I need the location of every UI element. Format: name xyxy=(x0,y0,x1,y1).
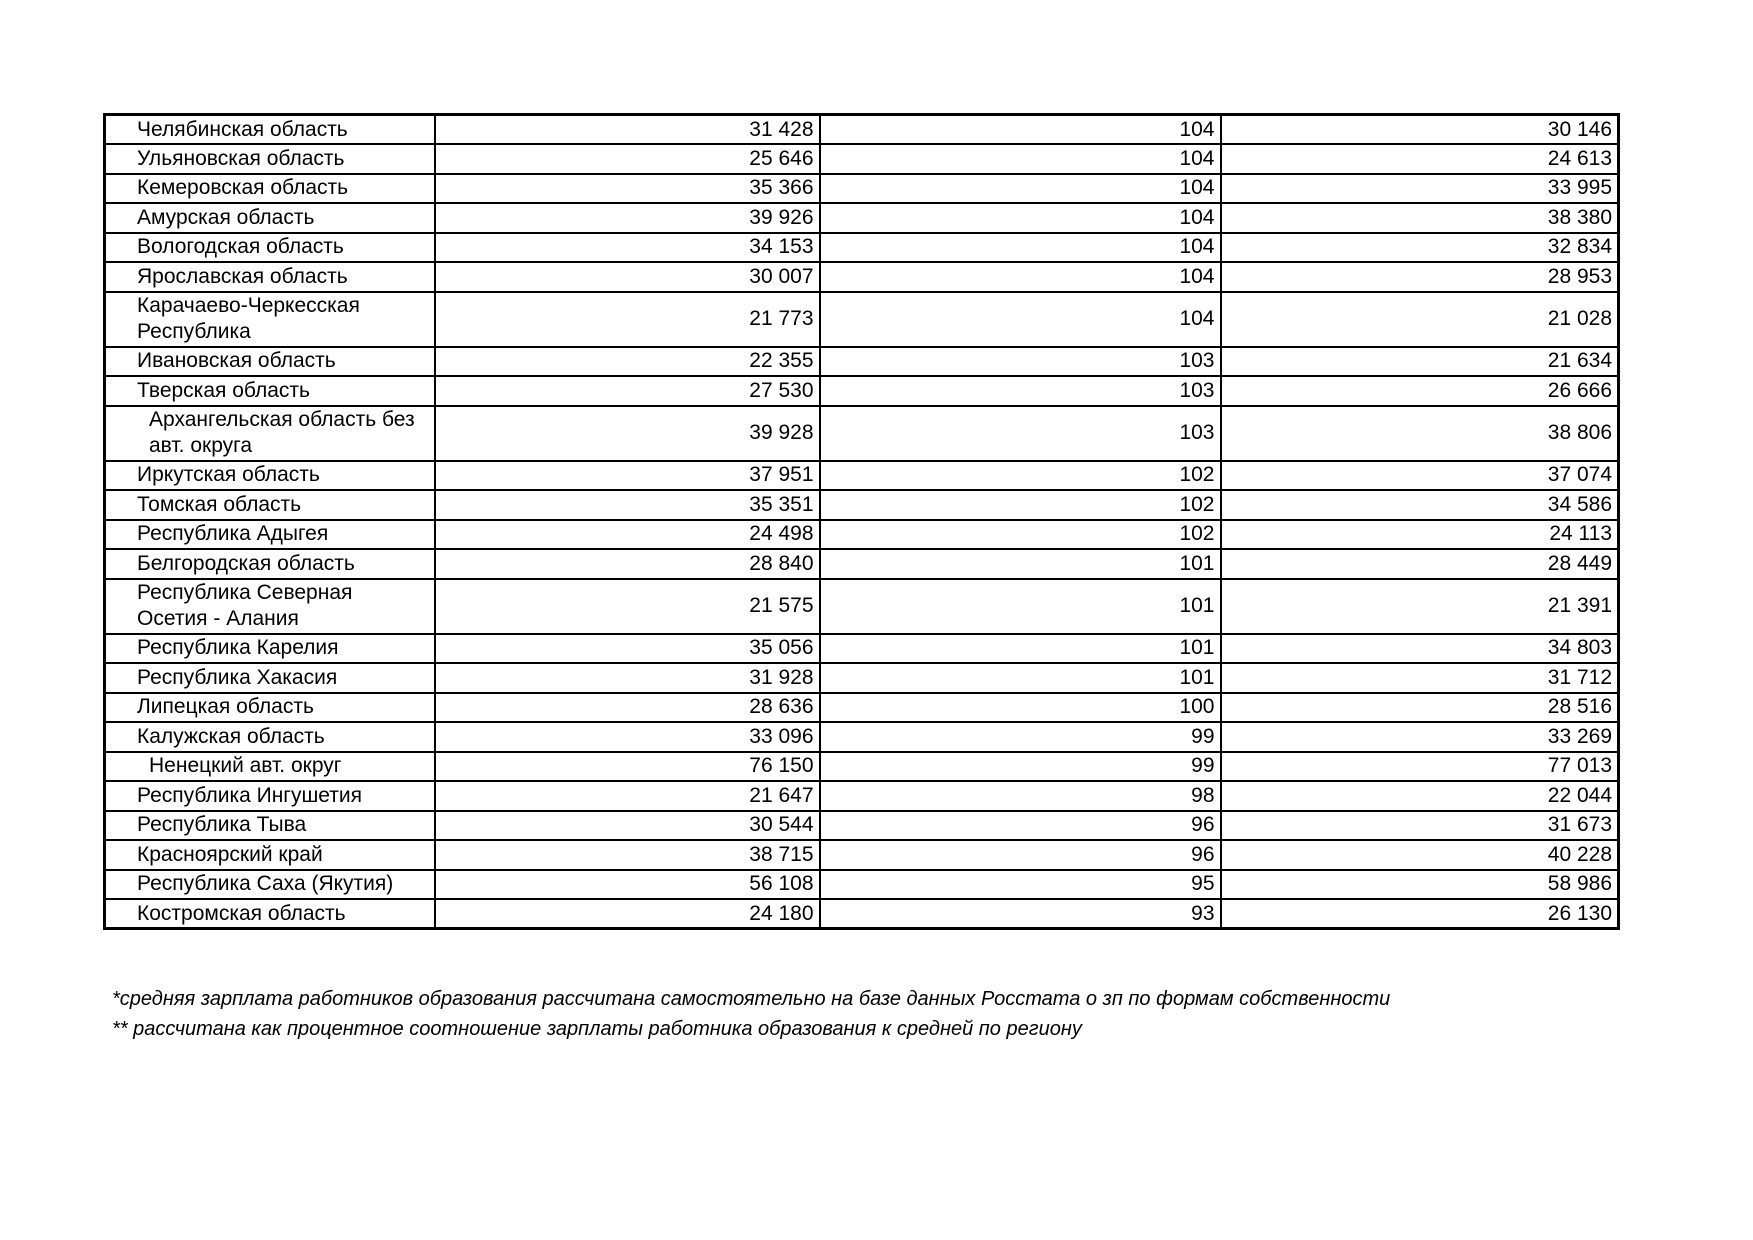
avg-salary-education-cell: 25 646 xyxy=(435,144,820,174)
avg-salary-education-cell: 33 096 xyxy=(435,722,820,752)
region-cell: Республика Карелия xyxy=(105,634,435,664)
avg-salary-education-cell: 35 056 xyxy=(435,634,820,664)
avg-salary-region-cell: 34 586 xyxy=(1221,490,1619,520)
region-cell: Архангельская область без авт. округа xyxy=(105,406,435,461)
table-row xyxy=(105,115,1619,145)
avg-salary-education-cell: 28 840 xyxy=(435,549,820,579)
region-cell: Республика Ингушетия xyxy=(105,781,435,811)
region-cell: Республика Северная Осетия - Алания xyxy=(105,579,435,634)
avg-salary-education-cell: 38 715 xyxy=(435,840,820,870)
table-row xyxy=(105,549,1619,579)
table-row xyxy=(105,376,1619,406)
avg-salary-region-cell: 28 449 xyxy=(1221,549,1619,579)
ratio-percent-cell: 103 xyxy=(820,406,1221,461)
avg-salary-region-cell: 37 074 xyxy=(1221,461,1619,491)
avg-salary-region-cell: 38 380 xyxy=(1221,203,1619,233)
avg-salary-region-cell: 31 712 xyxy=(1221,663,1619,693)
table-row xyxy=(105,144,1619,174)
avg-salary-education-cell: 37 951 xyxy=(435,461,820,491)
region-cell: Республика Хакасия xyxy=(105,663,435,693)
region-cell: Иркутская область xyxy=(105,461,435,491)
region-cell: Красноярский край xyxy=(105,840,435,870)
ratio-percent-cell: 103 xyxy=(820,376,1221,406)
ratio-percent-cell: 101 xyxy=(820,579,1221,634)
table-row xyxy=(105,811,1619,841)
avg-salary-region-cell: 40 228 xyxy=(1221,840,1619,870)
avg-salary-education-cell: 56 108 xyxy=(435,870,820,900)
ratio-percent-cell: 93 xyxy=(820,899,1221,929)
ratio-percent-cell: 98 xyxy=(820,781,1221,811)
avg-salary-region-cell: 22 044 xyxy=(1221,781,1619,811)
avg-salary-region-cell: 21 028 xyxy=(1221,292,1619,347)
salary-table xyxy=(103,113,1620,930)
region-cell: Республика Саха (Якутия) xyxy=(105,870,435,900)
table-body xyxy=(105,115,1619,929)
ratio-percent-cell: 99 xyxy=(820,722,1221,752)
table-row xyxy=(105,840,1619,870)
table-row xyxy=(105,634,1619,664)
avg-salary-education-cell: 31 428 xyxy=(435,115,820,145)
table-row xyxy=(105,752,1619,782)
avg-salary-education-cell: 31 928 xyxy=(435,663,820,693)
avg-salary-education-cell: 21 773 xyxy=(435,292,820,347)
avg-salary-region-cell: 21 634 xyxy=(1221,347,1619,377)
table-row xyxy=(105,203,1619,233)
avg-salary-region-cell: 33 269 xyxy=(1221,722,1619,752)
avg-salary-region-cell: 58 986 xyxy=(1221,870,1619,900)
table-row xyxy=(105,663,1619,693)
avg-salary-education-cell: 35 351 xyxy=(435,490,820,520)
avg-salary-region-cell: 24 113 xyxy=(1221,520,1619,550)
avg-salary-region-cell: 31 673 xyxy=(1221,811,1619,841)
ratio-percent-cell: 104 xyxy=(820,262,1221,292)
ratio-percent-cell: 100 xyxy=(820,693,1221,723)
table-row xyxy=(105,347,1619,377)
ratio-percent-cell: 102 xyxy=(820,520,1221,550)
avg-salary-region-cell: 26 666 xyxy=(1221,376,1619,406)
ratio-percent-cell: 96 xyxy=(820,811,1221,841)
table-row xyxy=(105,174,1619,204)
footnote-ratio-method: ** рассчитана как процентное соотношение зарплаты работника образования к средней по региону xyxy=(112,1018,1082,1040)
avg-salary-region-cell: 26 130 xyxy=(1221,899,1619,929)
ratio-percent-cell: 104 xyxy=(820,233,1221,263)
footnote-salary-source: *средняя зарплата работников образования рассчитана самостоятельно на базе данных Росстата о зп по формам собственности xyxy=(112,988,1391,1010)
table-row xyxy=(105,233,1619,263)
table-row xyxy=(105,406,1619,461)
ratio-percent-cell: 102 xyxy=(820,461,1221,491)
avg-salary-education-cell: 22 355 xyxy=(435,347,820,377)
avg-salary-education-cell: 39 928 xyxy=(435,406,820,461)
ratio-percent-cell: 104 xyxy=(820,203,1221,233)
region-cell: Липецкая область xyxy=(105,693,435,723)
ratio-percent-cell: 101 xyxy=(820,549,1221,579)
table-row xyxy=(105,262,1619,292)
avg-salary-education-cell: 35 366 xyxy=(435,174,820,204)
avg-salary-region-cell: 21 391 xyxy=(1221,579,1619,634)
region-cell: Костромская область xyxy=(105,899,435,929)
avg-salary-education-cell: 24 180 xyxy=(435,899,820,929)
table-row xyxy=(105,870,1619,900)
avg-salary-education-cell: 21 575 xyxy=(435,579,820,634)
ratio-percent-cell: 102 xyxy=(820,490,1221,520)
region-cell: Карачаево-Черкесская Республика xyxy=(105,292,435,347)
table-row xyxy=(105,781,1619,811)
avg-salary-education-cell: 39 926 xyxy=(435,203,820,233)
region-cell: Ярославская область xyxy=(105,262,435,292)
table-row xyxy=(105,693,1619,723)
footnotes xyxy=(112,984,1390,1044)
avg-salary-region-cell: 28 516 xyxy=(1221,693,1619,723)
avg-salary-education-cell: 21 647 xyxy=(435,781,820,811)
avg-salary-education-cell: 34 153 xyxy=(435,233,820,263)
region-cell: Республика Тыва xyxy=(105,811,435,841)
ratio-percent-cell: 104 xyxy=(820,292,1221,347)
ratio-percent-cell: 103 xyxy=(820,347,1221,377)
table-row xyxy=(105,520,1619,550)
table-row xyxy=(105,461,1619,491)
ratio-percent-cell: 96 xyxy=(820,840,1221,870)
region-cell: Республика Адыгея xyxy=(105,520,435,550)
region-cell: Вологодская область xyxy=(105,233,435,263)
avg-salary-education-cell: 30 007 xyxy=(435,262,820,292)
ratio-percent-cell: 95 xyxy=(820,870,1221,900)
avg-salary-region-cell: 34 803 xyxy=(1221,634,1619,664)
region-cell: Ненецкий авт. округ xyxy=(105,752,435,782)
avg-salary-region-cell: 30 146 xyxy=(1221,115,1619,145)
table-row xyxy=(105,722,1619,752)
ratio-percent-cell: 104 xyxy=(820,144,1221,174)
table-row xyxy=(105,579,1619,634)
region-cell: Калужская область xyxy=(105,722,435,752)
ratio-percent-cell: 101 xyxy=(820,634,1221,664)
avg-salary-region-cell: 33 995 xyxy=(1221,174,1619,204)
avg-salary-education-cell: 28 636 xyxy=(435,693,820,723)
table-row xyxy=(105,292,1619,347)
avg-salary-region-cell: 77 013 xyxy=(1221,752,1619,782)
avg-salary-education-cell: 30 544 xyxy=(435,811,820,841)
ratio-percent-cell: 99 xyxy=(820,752,1221,782)
table-row xyxy=(105,490,1619,520)
region-cell: Тверская область xyxy=(105,376,435,406)
ratio-percent-cell: 104 xyxy=(820,115,1221,145)
table-row xyxy=(105,899,1619,929)
region-cell: Ивановская область xyxy=(105,347,435,377)
avg-salary-region-cell: 32 834 xyxy=(1221,233,1619,263)
region-cell: Амурская область xyxy=(105,203,435,233)
ratio-percent-cell: 104 xyxy=(820,174,1221,204)
region-cell: Кемеровская область xyxy=(105,174,435,204)
region-cell: Челябинская область xyxy=(105,115,435,145)
ratio-percent-cell: 101 xyxy=(820,663,1221,693)
avg-salary-education-cell: 24 498 xyxy=(435,520,820,550)
region-cell: Белгородская область xyxy=(105,549,435,579)
avg-salary-education-cell: 76 150 xyxy=(435,752,820,782)
avg-salary-region-cell: 28 953 xyxy=(1221,262,1619,292)
avg-salary-region-cell: 24 613 xyxy=(1221,144,1619,174)
avg-salary-education-cell: 27 530 xyxy=(435,376,820,406)
region-cell: Томская область xyxy=(105,490,435,520)
avg-salary-region-cell: 38 806 xyxy=(1221,406,1619,461)
region-cell: Ульяновская область xyxy=(105,144,435,174)
